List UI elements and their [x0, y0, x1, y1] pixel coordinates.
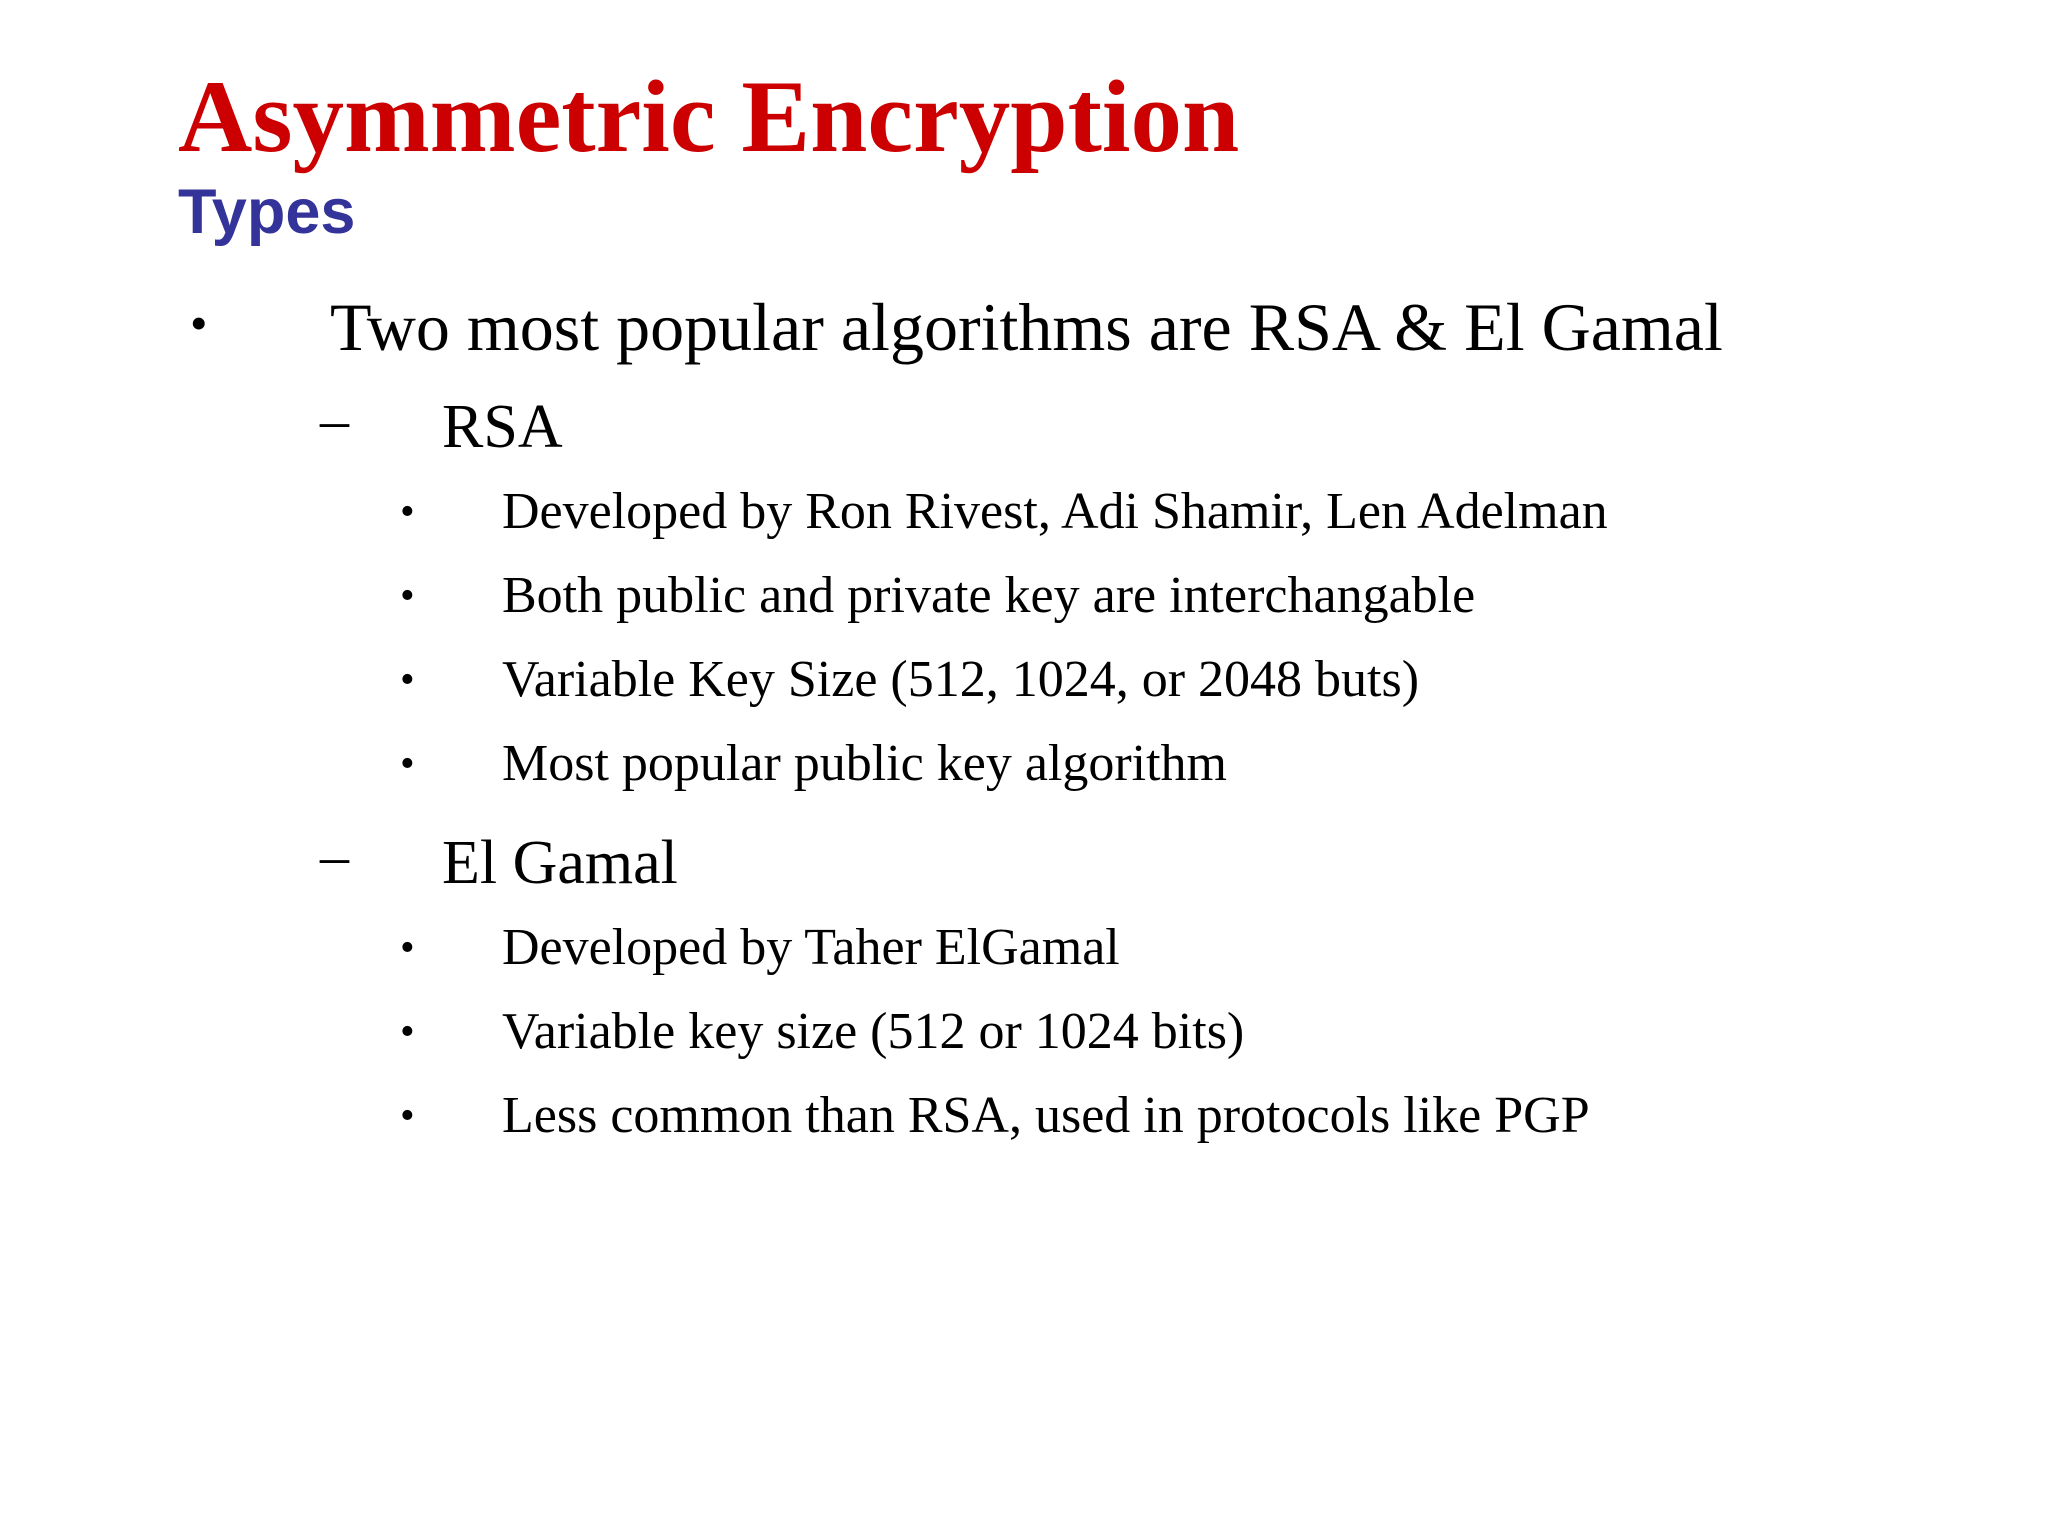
- bullet-marker: •: [400, 741, 415, 787]
- list-item-level-3: Less common than RSA, used in protocols like PGP: [502, 1087, 1590, 1144]
- list-item-level-2: El Gamal: [442, 829, 678, 897]
- list-item-level-3: Variable Key Size (512, 1024, or 2048 buts): [502, 651, 1420, 708]
- list-item-level-3: Variable key size (512 or 1024 bits): [502, 1003, 1245, 1060]
- slide-title: Asymmetric Encryption: [178, 60, 1240, 174]
- bullet-marker: •: [400, 489, 415, 535]
- dash-marker: –: [320, 823, 349, 888]
- bullet-marker: •: [400, 1093, 415, 1139]
- bullet-marker: •: [190, 295, 208, 351]
- bullet-marker: •: [400, 573, 415, 619]
- list-item-level-3: Most popular public key algorithm: [502, 735, 1228, 792]
- bullet-marker: •: [400, 925, 415, 971]
- bullet-marker: •: [400, 657, 415, 703]
- bullet-marker: •: [400, 1009, 415, 1055]
- list-item-level-3: Developed by Ron Rivest, Adi Shamir, Len Adelman: [502, 483, 1608, 540]
- list-item-level-1: Two most popular algorithms are RSA & El Gamal: [330, 289, 1723, 365]
- list-item-level-3: Developed by Taher ElGamal: [502, 919, 1120, 976]
- list-item-level-2: RSA: [442, 393, 563, 461]
- list-item-level-3: Both public and private key are interchangable: [502, 567, 1476, 624]
- slide-subtitle: Types: [178, 177, 356, 247]
- dash-marker: –: [320, 387, 349, 452]
